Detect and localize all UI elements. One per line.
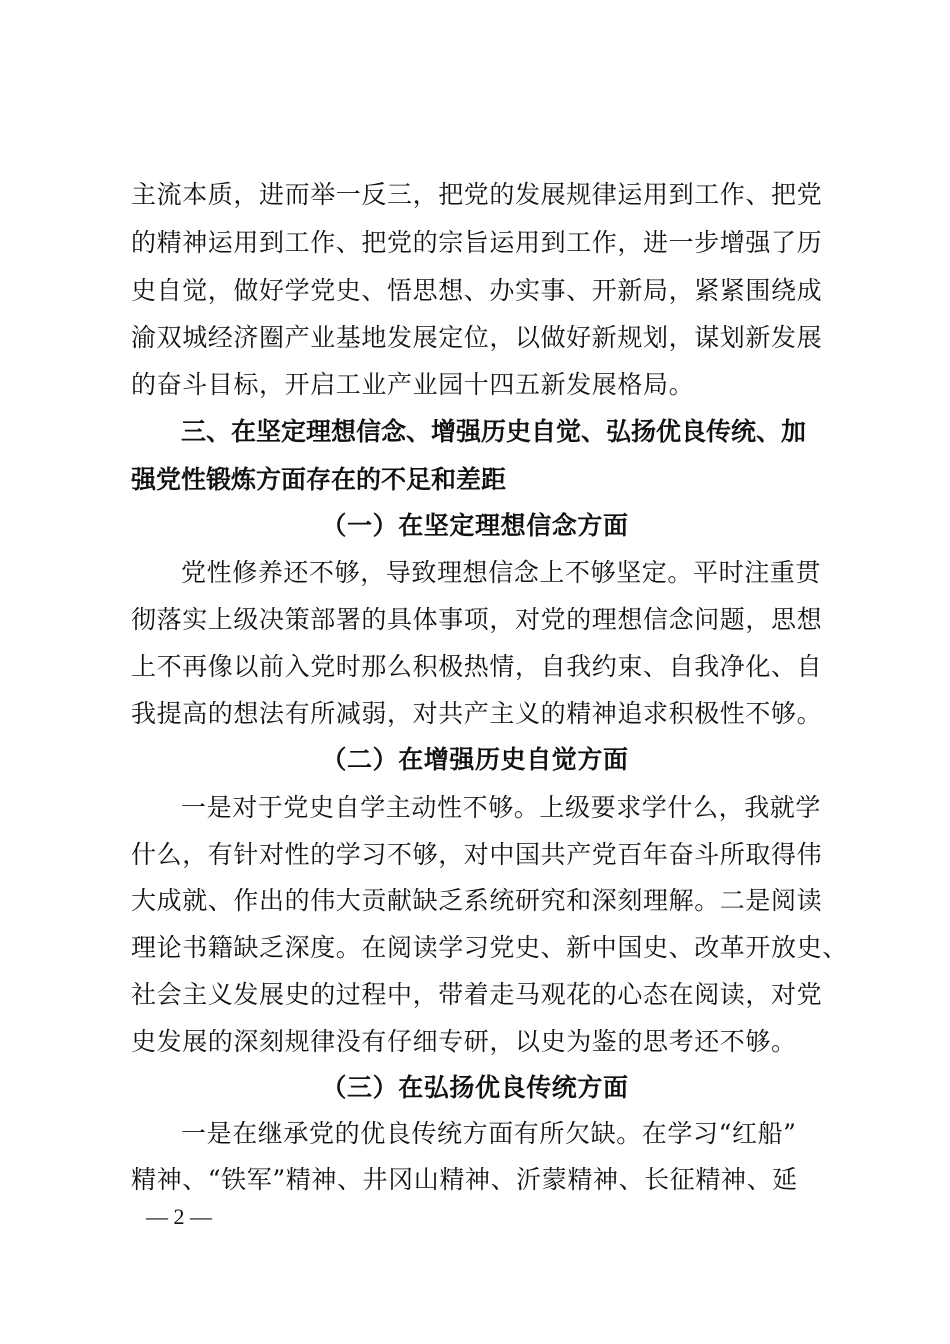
intro-line-1: 主流本质，进而举一反三，把党的发展规律运用到工作、把党 <box>131 180 823 209</box>
subsection-2-heading: （二）在增强历史自觉方面 <box>321 745 629 774</box>
intro-line-4: 渝双城经济圈产业基地发展定位，以做好新规划，谋划新发展 <box>131 323 823 352</box>
intro-line-3: 史自觉，做好学党史、悟思想、办实事、开新局，紧紧围绕成 <box>131 276 823 305</box>
intro-line-2: 的精神运用到工作、把党的宗旨运用到工作，进一步增强了历 <box>131 228 823 257</box>
subsection-3-heading: （三）在弘扬优良传统方面 <box>321 1073 629 1102</box>
sub3-line-1: 一是在继承党的优良传统方面有所欠缺。在学习“红船” <box>181 1119 797 1148</box>
section-3-heading-line-2: 强党性锻炼方面存在的不足和差距 <box>131 465 507 494</box>
subsection-1-heading: （一）在坚定理想信念方面 <box>321 511 629 540</box>
sub3-line-2: 精神、“铁军”精神、井冈山精神、沂蒙精神、长征精神、延 <box>131 1165 798 1194</box>
section-3-heading-line-1: 三、在坚定理想信念、增强历史自觉、弘扬优良传统、加 <box>181 417 807 446</box>
intro-line-5: 的奋斗目标，开启工业产业园十四五新发展格局。 <box>131 370 695 399</box>
page-number: — 2 — <box>146 1204 212 1229</box>
sub2-line-6: 史发展的深刻规律没有仔细专研，以史为鉴的思考还不够。 <box>131 1027 797 1056</box>
sub2-line-3: 大成就、作出的伟大贡献缺乏系统研究和深刻理解。二是阅读 <box>131 886 823 915</box>
sub1-line-1: 党性修养还不够，导致理想信念上不够坚定。平时注重贯 <box>181 558 822 587</box>
sub1-line-3: 上不再像以前入党时那么积极热情，自我约束、自我净化、自 <box>131 652 823 681</box>
sub2-line-2: 什么，有针对性的学习不够，对中国共产党百年奋斗所取得伟 <box>131 840 823 869</box>
sub2-line-4: 理论书籍缺乏深度。在阅读学习党史、新中国史、改革开放史、 <box>131 933 848 962</box>
sub2-line-1: 一是对于党史自学主动性不够。上级要求学什么，我就学 <box>181 793 822 822</box>
sub1-line-2: 彻落实上级决策部署的具体事项，对党的理想信念问题，思想 <box>131 605 823 634</box>
sub2-line-5: 社会主义发展史的过程中，带着走马观花的心态在阅读，对党 <box>131 980 823 1009</box>
sub1-line-4: 我提高的想法有所减弱，对共产主义的精神追求积极性不够。 <box>131 699 823 728</box>
